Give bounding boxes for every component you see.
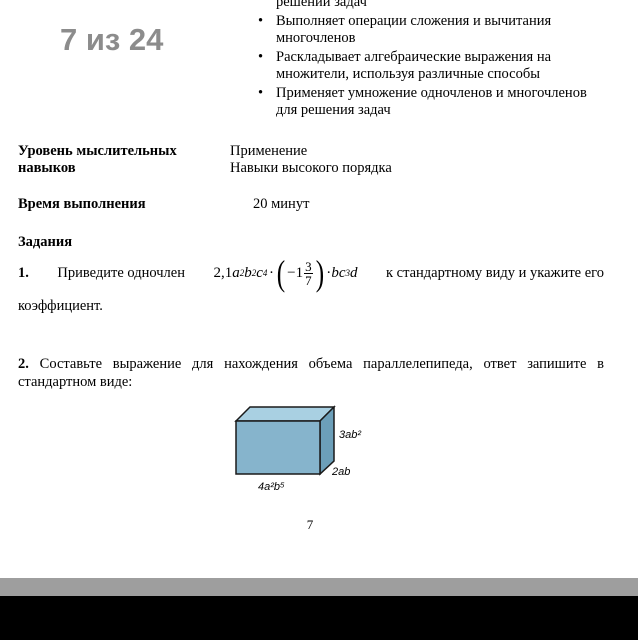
page-counter: 7 из 24	[60, 22, 164, 57]
formula-coef: 2,1	[213, 265, 233, 281]
thinking-level-value-2: Навыки высокого порядка	[230, 160, 392, 176]
box-front-face	[236, 421, 320, 474]
objective-text: Применяет умножение одночленов и многочленов для решения задач	[276, 85, 587, 118]
objective-item	[258, 0, 608, 11]
viewer-black-bar	[0, 596, 638, 640]
task-2-text: Составьте выражение для нахождения объема параллелепипеда, ответ запишите в стандартном виде:	[18, 356, 605, 390]
height-label: 3ab²	[339, 429, 362, 441]
bullet-icon: •	[258, 85, 264, 101]
page-number: 7	[306, 517, 314, 532]
formula-minus-whole: −1	[287, 265, 304, 281]
objective-text: решении задач	[276, 0, 367, 10]
monomial-formula: 2,1 a 2 b 2 c 4 · ( −1 $\frac{3}{7}$ ) · bc 3 d	[213, 253, 358, 293]
thinking-level-label: Уровень мыслительных навыков	[18, 143, 177, 176]
box-top-face	[236, 407, 334, 421]
bullet-icon: •	[258, 13, 264, 29]
fraction-numerator: 3	[305, 258, 312, 274]
depth-label: 2ab	[332, 466, 351, 478]
task-1-text-before: Приведите одночлен	[57, 265, 185, 281]
task-1	[18, 255, 604, 315]
task-1-line-2: коэффициент.	[18, 298, 103, 314]
time-value: 20 минут	[253, 196, 310, 212]
task-1-number: 1.	[18, 265, 29, 281]
objective-item	[258, 85, 608, 119]
task-2	[18, 355, 604, 391]
formula-dot: ·	[269, 265, 274, 281]
fraction-denominator: 7	[305, 272, 312, 288]
viewer-gray-bar	[0, 578, 638, 596]
length-label: 4a²b⁵	[258, 481, 285, 493]
tasks-title: Задания	[18, 234, 73, 250]
formula-dot-2: ·	[326, 265, 331, 281]
objectives-list	[258, 0, 608, 121]
bullet-icon: •	[258, 49, 264, 65]
objective-item	[258, 13, 608, 47]
formula-fraction	[304, 260, 313, 287]
objective-item	[258, 49, 608, 83]
task-1-text-after: к стандартному виду и укажите его	[385, 265, 604, 281]
objective-text: Выполняет операции сложения и вычитания многочленов	[276, 13, 552, 46]
parallelepiped-figure	[228, 403, 388, 498]
task-1-line-1	[18, 255, 604, 291]
task-2-number: 2.	[18, 356, 29, 372]
parallelepiped-svg	[228, 403, 388, 493]
time-label: Время выполнения	[18, 196, 146, 212]
objective-text: Раскладывает алгебраические выражения на множители, используя различные способы	[276, 49, 552, 82]
thinking-level-value-1: Применение	[230, 143, 308, 159]
